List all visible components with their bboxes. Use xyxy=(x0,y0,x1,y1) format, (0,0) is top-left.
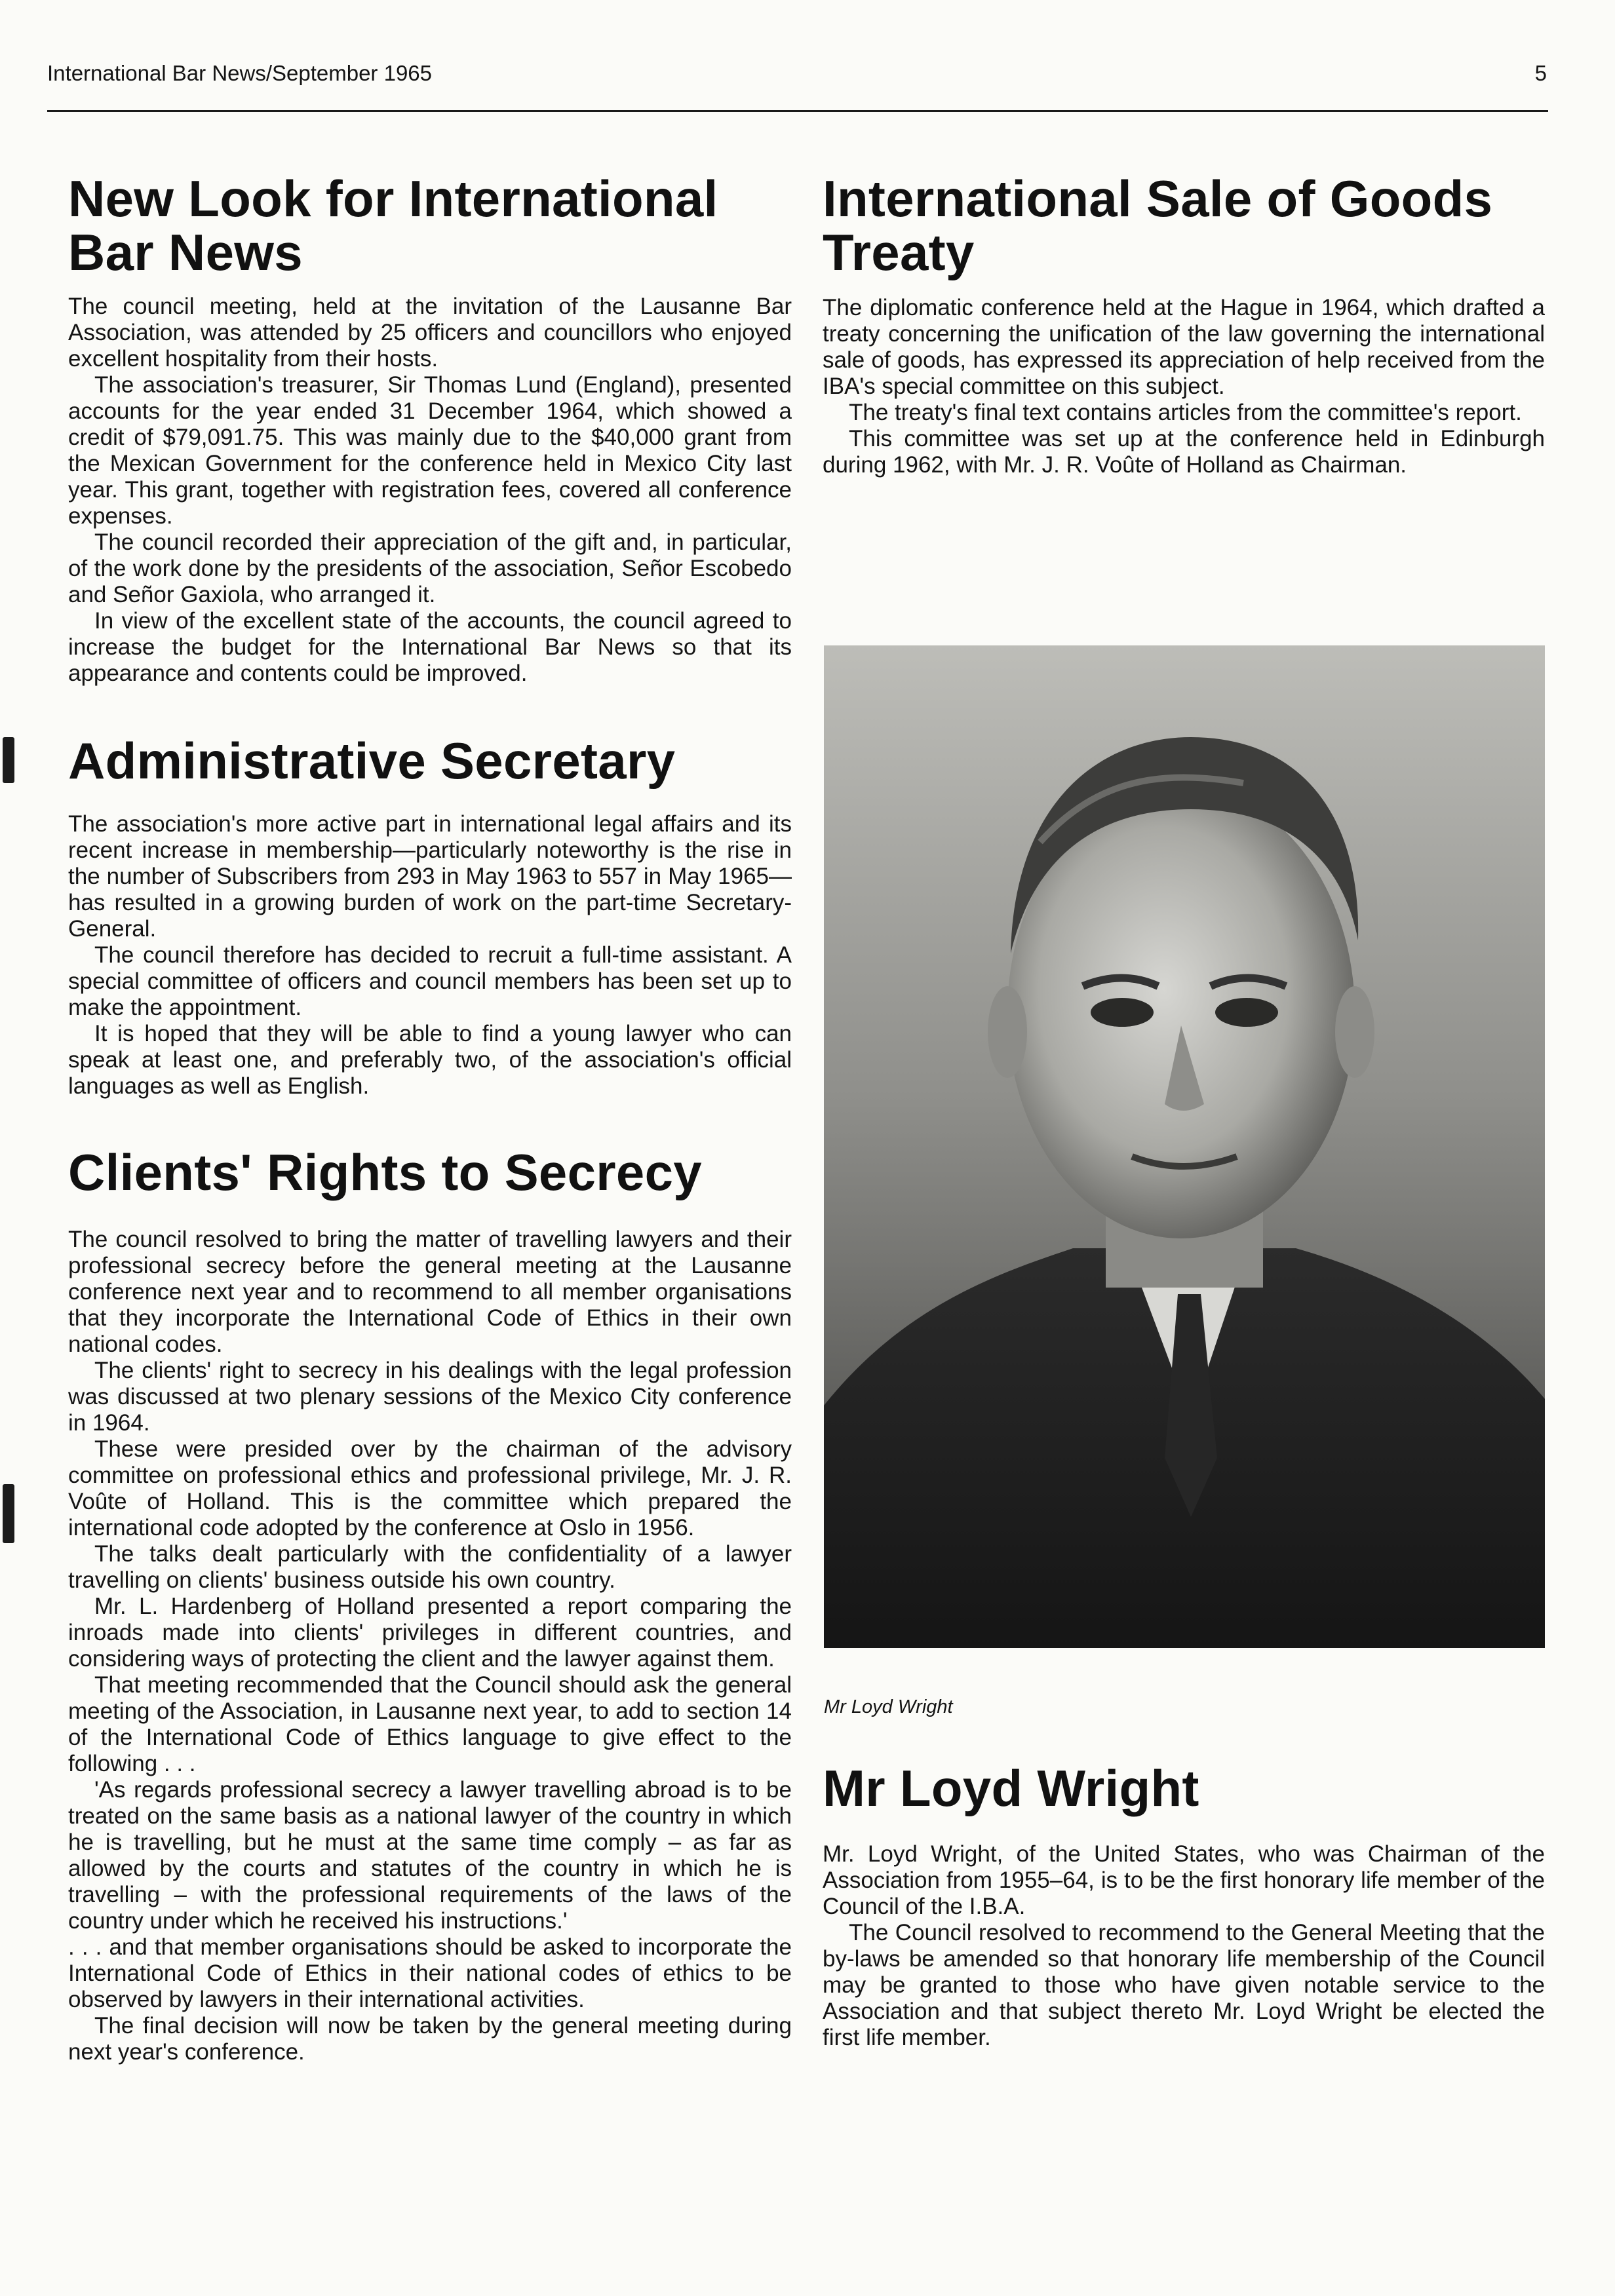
article-paragraph: The association's more active part in international legal affairs and its recent increase in membership—particularly noteworthy is the rise in the number of Subscribers from 293 in May 1963 to 557 in May 1965—has resulted in a growing burden of work on the part-time Secretary-General. xyxy=(68,811,792,942)
article-clients-secrecy xyxy=(68,1145,792,2065)
article-administrative-secretary xyxy=(68,734,792,1100)
portrait-image xyxy=(824,645,1545,1648)
article-loyd-wright xyxy=(823,1761,1545,2051)
article-paragraph: The council meeting, held at the invitation of the Lausanne Bar Association, was attended by 25 officers and councillors who enjoyed excellent hospitality from their hosts. xyxy=(68,294,792,372)
right-column xyxy=(823,172,1545,478)
article-title: Clients' Rights to Secrecy xyxy=(68,1143,702,1201)
article-paragraph: It is hoped that they will be able to find a young lawyer who can speak at least one, and preferably two, of the association's official languages as well as English. xyxy=(68,1021,792,1099)
article-paragraph: The council recorded their appreciation of the gift and, in particular, of the work done by the presidents of the association, Señor Escobedo and Señor Gaxiola, who arranged it. xyxy=(68,529,792,607)
article-title: Mr Loyd Wright xyxy=(823,1759,1199,1817)
article-paragraph: Mr. Loyd Wright, of the United States, who was Chairman of the Association from 1955–64, is to be the first honorary life member of the Council of the I.B.A. xyxy=(823,1841,1545,1919)
article-paragraph: The treaty's final text contains articles from the committee's report. xyxy=(849,400,1522,425)
article-paragraph: The association's treasurer, Sir Thomas Lund (England), presented accounts for the year ended 31 December 1964, which showed a credit of $79,091.75. This was mainly due to the $40,000 grant from the Mexican Government for the conference held in Mexico City last year. This grant, together with registration fees, covered all conference expenses. xyxy=(68,372,792,529)
scan-edge-mark xyxy=(3,737,14,783)
article-sale-of-goods xyxy=(823,172,1545,478)
article-quote: 'As regards professional secrecy a lawyer travelling abroad is to be treated on the same basis as a national lawyer of the country in which he is travelling, but he must at the same time comply – as far as allowed by the courts and statutes of the country in which he is travelling – with the professional requirements of the laws of the country under which he received his instructions.' xyxy=(68,1777,792,1934)
photo-caption: Mr Loyd Wright xyxy=(824,1696,953,1717)
left-column xyxy=(68,172,792,2065)
article-paragraph: The final decision will now be taken by the general meeting during next year's conference. xyxy=(68,2013,792,2065)
article-title: Administrative Secretary xyxy=(68,732,676,790)
portrait-photo xyxy=(824,645,1545,1648)
article-paragraph: This committee was set up at the conference held in Edinburgh during 1962, with Mr. J. R. Voûte of Holland as Chairman. xyxy=(823,426,1545,478)
article-paragraph: That meeting recommended that the Council should ask the general meeting of the Association, in Lausanne next year, to add to section 14 of the International Code of Ethics language to give effect to the following . . . xyxy=(68,1672,792,1776)
article-paragraph: These were presided over by the chairman of the advisory committee on professional ethics and professional privilege, Mr. J. R. Voûte of Holland. This is the committee which prepared the international code adopted by the conference at Oslo in 1956. xyxy=(68,1436,792,1540)
article-paragraph: The Council resolved to recommend to the General Meeting that the by-laws be amended so that honorary life membership of the Council may be granted to those who have given notable service to the Association and that subject thereto Mr. Loyd Wright be elected the first life member. xyxy=(823,1920,1545,2050)
publication-line: International Bar News/September 1965 xyxy=(47,61,433,85)
article-title: New Look for International Bar News xyxy=(68,170,718,281)
article-title: International Sale of Goods Treaty xyxy=(823,170,1493,281)
article-paragraph: The diplomatic conference held at the Hague in 1964, which drafted a treaty concerning the unification of the law governing the international sale of goods, has expressed its appreciation of help received from the IBA's special committee on this subject. xyxy=(823,295,1545,399)
article-new-look xyxy=(68,172,792,687)
article-paragraph: The talks dealt particularly with the confidentiality of a lawyer travelling on clients' business outside his own country. xyxy=(68,1541,792,1593)
scan-edge-mark xyxy=(3,1484,14,1543)
page-number: 5 xyxy=(1534,61,1547,85)
article-paragraph: The clients' right to secrecy in his dealings with the legal profession was discussed at two plenary sessions of the Mexico City conference in 1964. xyxy=(68,1358,792,1436)
article-paragraph: In view of the excellent state of the accounts, the council agreed to increase the budget for the International Bar News so that its appearance and contents could be improved. xyxy=(68,608,792,686)
article-paragraph: . . . and that member organisations should be asked to incorporate the International Code of Ethics in their national codes of ethics to be observed by lawyers in their international activities. xyxy=(68,1934,792,2012)
running-head xyxy=(47,60,1547,86)
article-paragraph: Mr. L. Hardenberg of Holland presented a report comparing the inroads made into clients' privileges in different countries, and considering ways of protecting the client and the lawyer against them. xyxy=(68,1594,792,1672)
article-paragraph: The council resolved to bring the matter of travelling lawyers and their professional secrecy before the general meeting at the Lausanne conference next year and to recommend to all member organisations that they incorporate the International Code of Ethics in their own national codes. xyxy=(68,1227,792,1357)
header-rule xyxy=(47,110,1548,112)
article-paragraph: The council therefore has decided to recruit a full-time assistant. A special committee of officers and council members has been set up to make the appointment. xyxy=(68,942,792,1020)
